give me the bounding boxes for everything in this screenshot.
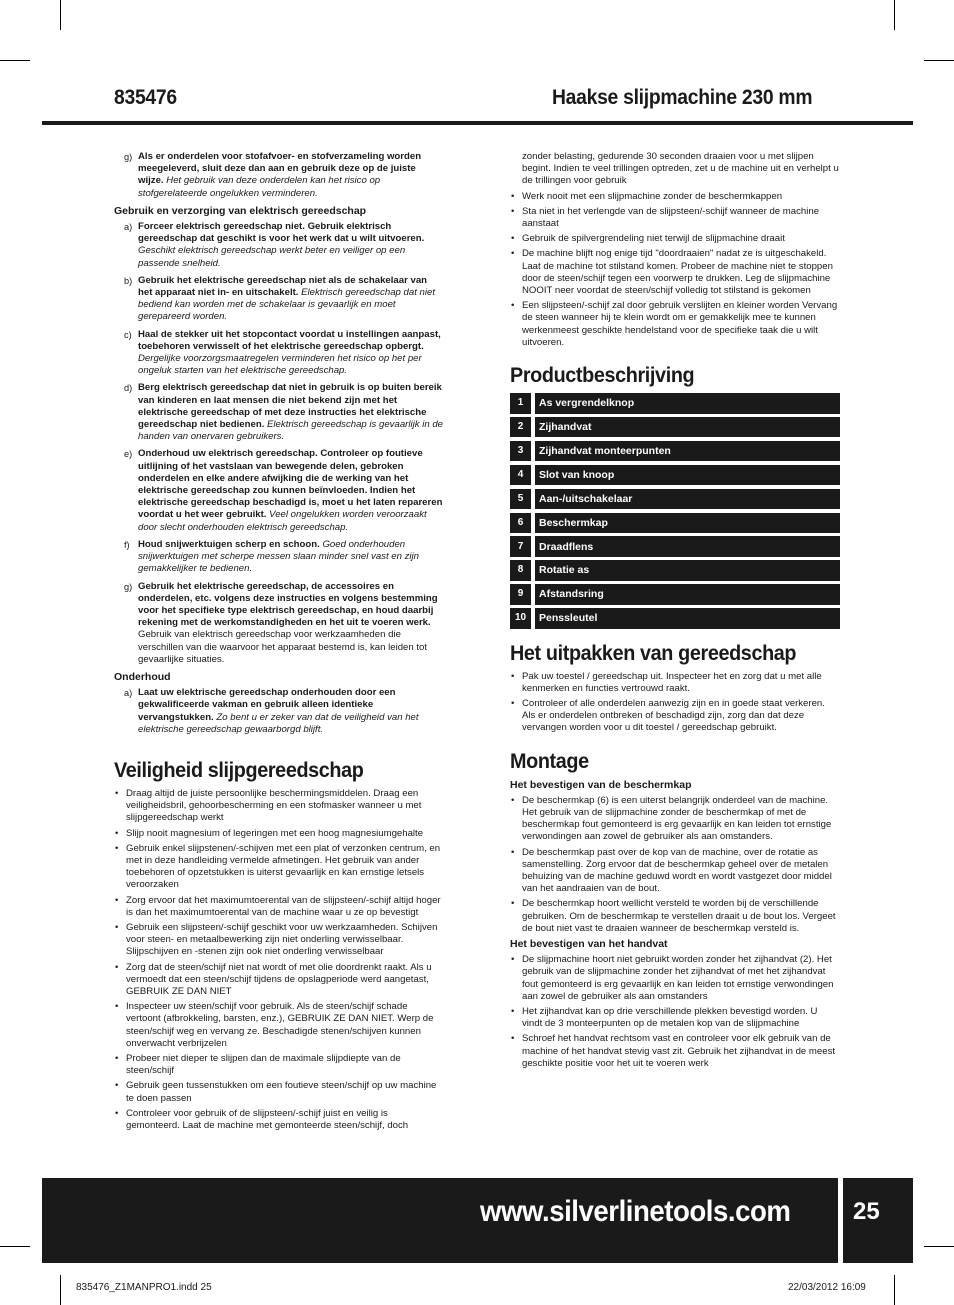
bullet-item: • Slijp nooit magnesium of legeringen met een hoog magnesiumgehalte [114, 828, 444, 840]
item-label: d) [124, 383, 133, 394]
bullet-item: • Gebruik enkel slijpstenen/-schijven met een plat of verzonken centrum, en met in deze handleiding vermelde afmetingen. Het gebruik van ander toebehoren of opzetstukken is uiterst gevaarlijk en kan ernstige letsels veroorzaken [114, 843, 444, 892]
item-bold: Berg elektrisch gereedschap dat niet in gebruik is op buiten bereik van kinderen en laat mensen die niet bekend zijn met het elektrische gereedschap of met deze instructies het elektrische gereedschap niet bedienen. [138, 382, 442, 431]
list-item [114, 448, 444, 533]
item-bold: Houd snijwerktuigen scherp en schoon. [138, 538, 320, 550]
bullet-item: • De slijpmachine hoort niet gebruikt worden zonder het zijhandvat (2). Het gebruik van de slijpmachine zonder het zijhandvat of met het zijhandvat fout gemonteerd is erg gevaarlijk en kan leiden tot ernstige verwondingen aan zowel de gebruiker als aan omstanders [510, 954, 840, 1003]
product-code: 835476 [114, 86, 177, 109]
bullet-item: • De beschermkap past over de kop van de machine, over de rotatie as samenstelling. Zorg ervoor dat de beschermkap geheel over de metalen behuizing van de machine geduwd wordt en wordt vastgezet door middel van het aandraaien van de bout. [510, 847, 840, 896]
list-item [114, 329, 444, 378]
part-number: 6 [510, 513, 531, 534]
crop-mark [894, 0, 895, 30]
part-row [510, 536, 840, 557]
part-number: 10 [510, 608, 531, 629]
part-number: 8 [510, 560, 531, 581]
part-name: Beschermkap [535, 513, 840, 534]
item-italic: Elektrisch gereedschap dat niet bediend kan worden met de schakelaar is gevaarlijk en moet gerepareerd worden. [138, 287, 435, 323]
bullet-item: • Zorg dat de steen/schijf niet nat wordt of met olie doordrenkt raakt. Als u vermoedt dat een steen/schijf tijdens de opslagperiode werd aangetast, GEBRUIK ZE DAN NIET [114, 962, 444, 999]
header-rule [42, 121, 913, 125]
item-bold: Forceer elektrisch gereedschap niet. Gebruik elektrisch gereedschap dat geschikt is voor het werk dat u wilt uitvoeren. [138, 221, 425, 245]
bullet-item: • Schroef het handvat rechtsom vast en controleer voor elk gebruik van de machine of het handvat stevig vast zit. Gebruik het zijhandvat in de meest geschikte positie voor het uit te voeren werk [510, 1033, 840, 1070]
bullet-item: • Gebruik geen tussenstukken om een foutieve steen/schijf op uw machine te doen passen [114, 1080, 444, 1104]
bullet-item: • Zorg ervoor dat het maximumtoerental van de slijpsteen/-schijf altijd hoger is dan het maximumtoerental van de machine waar u ze op bevestigt [114, 895, 444, 919]
bullet-item: • Pak uw toestel / gereedschap uit. Inspecteer het en zorg dat u met alle kenmerken en functies vertrouwd raakt. [510, 671, 840, 695]
part-row [510, 513, 840, 534]
bullet-item: • Sta niet in het verlengde van de slijpsteen/-schijf wanneer de machine aanstaat [510, 206, 840, 230]
part-number: 9 [510, 584, 531, 605]
part-name: Afstandsring [535, 584, 840, 605]
item-label: b) [124, 275, 133, 286]
part-name: Slot van knoop [535, 465, 840, 486]
section-heading-unpacking: Het uitpakken van gereedschap [510, 640, 797, 665]
unpacking-list [510, 671, 840, 735]
part-name: Zijhandvat monteerpunten [535, 441, 840, 462]
crop-mark [0, 60, 30, 61]
item-italic: Elektrisch gereedschap is gevaarlijk in de handen van onervaren gebruikers. [138, 419, 444, 443]
list-item [114, 581, 444, 666]
part-row [510, 584, 840, 605]
part-number: 4 [510, 465, 531, 486]
part-name: Penssleutel [535, 608, 840, 629]
part-row [510, 393, 840, 414]
list-item [114, 539, 444, 576]
bullet-item: • Werk nooit met een slijpmachine zonder de beschermkappen [510, 191, 840, 203]
part-number: 2 [510, 417, 531, 438]
section-heading-grinding-safety: Veiligheid slijpgereedschap [114, 757, 364, 782]
part-name: As vergrendelknop [535, 393, 840, 414]
list-item: a) Laat uw elektrische gereedschap onderhouden door een gekwalificeerde vakman en gebruik alleen identieke vervangstukken. Zo bent u er zeker van dat de veiligheid van het elektrische gereedschap gewaarborgd blijft. [124, 687, 419, 735]
crop-mark [60, 0, 61, 30]
grinding-safety-list [114, 788, 444, 1132]
subheading-guard: Het bevestigen van de beschermkap [510, 778, 692, 791]
part-number: 3 [510, 441, 531, 462]
list-item: g) Als er onderdelen voor stofafvoer- en stofverzameling worden meegeleverd, sluit deze dan aan en gebruik deze op de juiste wijze. Het gebruik van deze onderdelen kan het risico op stofgerelateerde ongelukken verminderen. [124, 151, 422, 199]
date-slug: 22/03/2012 16:09 [788, 1282, 866, 1293]
right-column [510, 151, 840, 1073]
item-italic: Dergelijke voorzorgsmaatregelen verminderen het risico op het per ongeluk starten van het elektrische gereedschap. [138, 353, 422, 377]
crop-mark [924, 1246, 954, 1247]
bullet-item: • Gebruik een slijpsteen/-schijf geschikt voor uw werkzaamheden. Schijven voor steen- en metaalbewerking zijn niet onderling verwisselbaar. Slijpschijven en -stenen zijn ook niet onderling verwisselbaar [114, 922, 444, 959]
item-bold: Gebruik het elektrische gereedschap niet als de schakelaar van het apparaat niet in- en uitschakelt. [138, 274, 428, 299]
parts-list [510, 393, 840, 629]
bullet-item: • Controleer voor gebruik of de slijpsteen/-schijf juist en veilig is gemonteerd. Laat de machine met gemonteerde steen/schijf, doch [114, 1108, 444, 1132]
item-bold: Gebruik het elektrische gereedschap, de accessoires en onderdelen, etc. volgens deze instructies en volgens bestemming voor het specifieke type elektrisch gereedschap, en houd daarbij rekening met de werkomstandigheden en het uit te voeren werk. [138, 580, 438, 629]
part-number: 7 [510, 536, 531, 557]
subheading-handle: Het bevestigen van het handvat [510, 938, 668, 951]
crop-mark [924, 60, 954, 61]
item-italic: Goed onderhouden snijwerktuigen met scherpe messen slaan minder snel vast en zijn gemakkelijker te bedienen. [138, 538, 420, 575]
section-heading-assembly: Montage [510, 748, 589, 773]
handle-list [510, 954, 840, 1070]
bullet-item: • Gebruik de spilvergrendeling niet terwijl de slijpmachine draait [510, 233, 840, 245]
item-bold: Onderhoud uw elektrisch gereedschap. Controleer op foutieve uitlijning of het vastslaan van bewegende delen, gebroken onderdelen en elke andere afwijking die de werking van het elektrische gereedschap zou kunnen beïnvloeden. Indien het elektrische gereedschap beschadigd is, moet u het laten repareren voordat u het weer gebruikt. [138, 448, 443, 521]
continued-text: zonder belasting, gedurende 30 seconden draaien voor u met slijpen begint. Indien te veel trillingen optreden, zet u de machine uit en verhelpt u de trillingen voor gebruik [522, 151, 839, 187]
part-name: Zijhandvat [535, 417, 840, 438]
crop-mark [0, 1246, 30, 1247]
use-care-list [114, 221, 444, 666]
item-text: Gebruik van elektrisch gereedschap voor werkzaamheden die verschillen van die waarvoor het apparaat bestemd is, kan leiden tot gevaarlijke situaties. [138, 629, 428, 665]
part-row [510, 465, 840, 486]
list-item [114, 275, 444, 324]
part-row [510, 417, 840, 438]
item-label: e) [124, 449, 133, 460]
subheading-use-care: Gebruik en verzorging van elektrisch gereedschap [114, 204, 367, 217]
bullet-item: • De machine blijft nog enige tijd "doordraaien" nadat ze is uitgeschakeld. Laat de machine tot stilstand komen. Probeer de machine niet te stoppen door de steen/schijf tegen een voorwerp te drukken. Leg de slijpmachine NOOIT neer voordat de steen/schijf volledig tot stilstand is gekomen [510, 248, 840, 297]
part-name: Rotatie as [535, 560, 840, 581]
crop-mark [60, 1275, 61, 1305]
item-label: g) [124, 581, 133, 592]
page-title: Haakse slijpmachine 230 mm [552, 86, 813, 109]
part-name: Aan-/uitschakelaar [535, 489, 840, 510]
section-heading-product-description: Productbeschrijving [510, 363, 695, 388]
bullet-item: • De beschermkap hoort wellicht versteld te worden bij de verschillende gebruiken. Om de beschermkap te verstellen draait u de bout los. Vergeet de bout niet vast te draaien wanneer de beschermkap versteld is. [510, 898, 840, 935]
part-row [510, 489, 840, 510]
item-italic: Geschikt elektrisch gereedschap werkt beter en veiliger op een passende snelheid. [138, 245, 406, 269]
part-row [510, 608, 840, 629]
part-row [510, 560, 840, 581]
page-number: 25 [853, 1198, 880, 1225]
footer-divider [838, 1178, 843, 1263]
item-italic: Veel ongelukken worden veroorzaakt door slecht onderhouden elektrisch gereedschap. [138, 509, 427, 533]
subheading-maintenance: Onderhoud [114, 670, 171, 683]
item-label: f) [124, 539, 130, 550]
bullet-item: • De beschermkap (6) is een uiterst belangrijk onderdeel van de machine. Het gebruik van de slijpmachine zonder de beschermkap of met de beschermkap fout gemonteerd is erg gevaarlijk en kan leiden tot ernstige verwondingen aan zowel de gebruiker als aan omstanders. [510, 795, 840, 844]
bullet-item: • Draag altijd de juiste persoonlijke beschermingsmiddelen. Draag een veiligheidsbril, gehoorbescherming en een stofmasker wanneer u met slijpgereedschap werkt [114, 788, 444, 825]
website-link[interactable]: www.silverlinetools.com [480, 1195, 791, 1228]
guard-list [510, 795, 840, 935]
left-column [114, 151, 444, 1135]
bullet-item: • Controleer of alle onderdelen aanwezig zijn en in goede staat verkeren. Als er onderdelen ontbreken of beschadigd zijn, zorg dan dat deze vervangen worden voor u dit toestel / gereedschap gebruikt. [510, 698, 840, 735]
list-item [114, 382, 444, 443]
part-number: 5 [510, 489, 531, 510]
bullet-item: • Probeer niet dieper te slijpen dan de maximale slijpdiepte van de steen/schijf [114, 1053, 444, 1077]
item-label: a) [124, 222, 133, 233]
part-row [510, 441, 840, 462]
part-number: 1 [510, 393, 531, 414]
bullet-item: • Een slijpsteen/-schijf zal door gebruik verslijten en kleiner worden Vervang de steen wanneer hij te klein wordt om er gemakkelijk mee te kunnen werkenmeest geschikte hendelstand voor de specifieke taak die u wilt uitvoeren. [510, 300, 840, 349]
part-name: Draadflens [535, 536, 840, 557]
item-label: c) [124, 329, 132, 340]
bullet-item: • Het zijhandvat kan op drie verschillende plekken bevestigd worden. U vindt de 3 monteerpunten op de metalen kop van de slijpmachine [510, 1006, 840, 1030]
crop-mark [894, 1275, 895, 1305]
file-slug: 835476_Z1MANPRO1.indd 25 [76, 1282, 212, 1293]
safety-list-continued [510, 191, 840, 349]
item-bold: Haal de stekker uit het stopcontact voordat u instellingen aanpast, toebehoren verwisselt of het elektrische gereedschap opbergt. [138, 328, 441, 352]
list-item [114, 221, 444, 270]
bullet-item: • Inspecteer uw steen/schijf voor gebruik. Als de steen/schijf schade vertoont (afbrokkeling, barsten, enz.), GEBRUIK ZE DAN NIET. Werp de steen/schijf weg en vervang ze. Beschadigde stenen/schijven kunnen onverwacht verbrijzelen [114, 1001, 444, 1050]
